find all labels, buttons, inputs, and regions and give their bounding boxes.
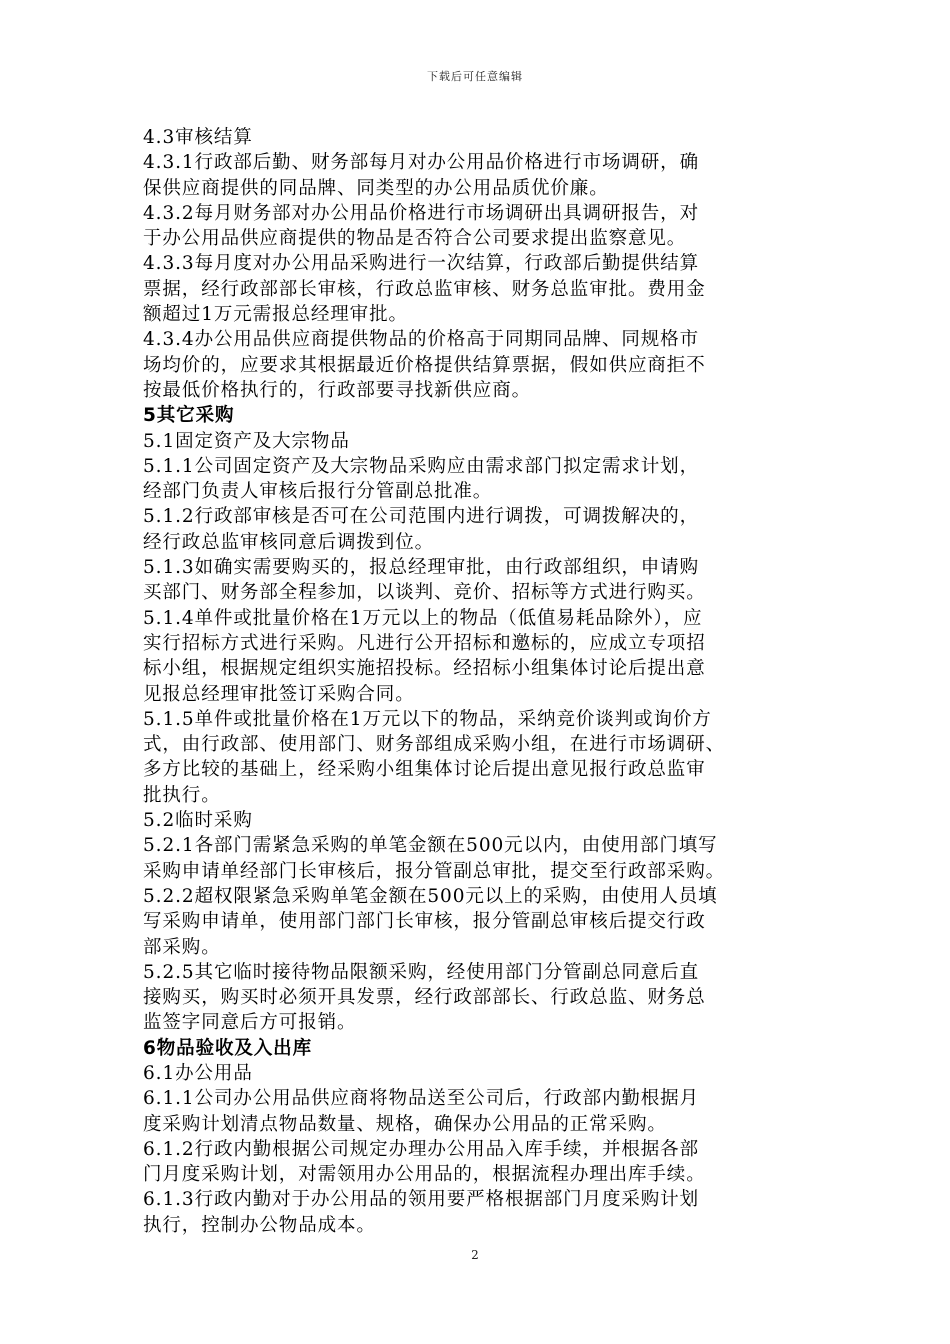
paragraph-line: 写采购申请单，使用部门部门长审核，报分管副总审核后提交行政 (143, 911, 706, 933)
document-body (143, 125, 813, 1238)
paragraph-line: 式，由行政部、使用部门、财务部组成采购小组，在进行市场调研、 (143, 734, 726, 756)
paragraph-line: 5.1.5单件或批量价格在1万元以下的物品，采纳竞价谈判或询价方 (143, 708, 712, 730)
paragraph-line: 5.2.2超权限紧急采购单笔金额在500元以上的采购，由使用人员填 (143, 885, 718, 907)
page-number: 2 (471, 1248, 479, 1262)
paragraph-line: 6.1.2行政内勤根据公司规定办理办公用品入库手续，并根据各部 (143, 1138, 699, 1160)
section-heading-5-2: 5.2临时采购 (143, 810, 253, 832)
chapter-heading-5: 5其它采购 (143, 405, 235, 427)
paragraph-line: 门月度采购计划，对需领用办公用品的，根据流程办理出库手续。 (143, 1164, 706, 1186)
paragraph-line: 4.3.3每月度对办公用品采购进行一次结算，行政部后勤提供结算 (143, 253, 699, 275)
paragraph-line: 监签字同意后方可报销。 (143, 1012, 357, 1034)
paragraph-line: 批执行。 (143, 784, 221, 806)
section-heading-6-1: 6.1办公用品 (143, 1062, 253, 1084)
paragraph-line: 5.1.4单件或批量价格在1万元以上的物品（低值易耗品除外），应 (143, 607, 703, 629)
paragraph-line: 5.1.2行政部审核是否可在公司范围内进行调拨，可调拨解决的， (143, 506, 699, 528)
paragraph-line: 经行政总监审核同意后调拨到位。 (143, 531, 435, 553)
paragraph-line: 于办公用品供应商提供的物品是否符合公司要求提出监察意见。 (143, 228, 687, 250)
section-heading-5-1: 5.1固定资产及大宗物品 (143, 430, 350, 452)
paragraph-line: 4.3.2每月财务部对办公用品价格进行市场调研出具调研报告，对 (143, 202, 699, 224)
chapter-heading-6: 6物品验收及入出库 (143, 1037, 312, 1059)
paragraph-line: 保供应商提供的同品牌、同类型的办公用品质优价廉。 (143, 177, 609, 199)
paragraph-line: 6.1.3行政内勤对于办公用品的领用要严格根据部门月度采购计划 (143, 1189, 699, 1211)
paragraph-line: 部采购。 (143, 936, 221, 958)
paragraph-line: 场均价的，应要求其根据最近价格提供结算票据，假如供应商拒不 (143, 354, 706, 376)
paragraph-line: 执行，控制办公物品成本。 (143, 1214, 376, 1236)
paragraph-line: 4.3.1行政部后勤、财务部每月对办公用品价格进行市场调研，确 (143, 152, 699, 174)
paragraph-line: 接购买，购买时必须开具发票，经行政部部长、行政总监、财务总 (143, 987, 706, 1009)
section-heading-4-3: 4.3审核结算 (143, 127, 253, 148)
paragraph-line: 6.1.1公司办公用品供应商将物品送至公司后，行政部内勤根据月 (143, 1088, 699, 1110)
paragraph-line: 标小组，根据规定组织实施招投标。经招标小组集体讨论后提出意 (143, 658, 706, 680)
paragraph-line: 买部门、财务部全程参加，以谈判、竞价、招标等方式进行购买。 (143, 582, 706, 604)
paragraph-line: 5.2.5其它临时接待物品限额采购，经使用部门分管副总同意后直 (143, 961, 699, 983)
paragraph-line: 5.2.1各部门需紧急采购的单笔金额在500元以内，由使用部门填写 (143, 835, 718, 857)
paragraph-line: 实行招标方式进行采购。凡进行公开招标和邀标的，应成立专项招 (143, 632, 706, 654)
paragraph-line: 4.3.4办公用品供应商提供物品的价格高于同期同品牌、同规格市 (143, 329, 699, 351)
paragraph-line: 多方比较的基础上，经采购小组集体讨论后提出意见报行政总监审 (143, 759, 706, 781)
page-header-note: 下载后可任意编辑 (427, 70, 523, 83)
paragraph-line: 见报总经理审批签订采购合同。 (143, 683, 415, 705)
paragraph-line: 票据，经行政部部长审核，行政总监审核、财务总监审批。费用金 (143, 278, 706, 300)
paragraph-line: 度采购计划清点物品数量、规格，确保办公用品的正常采购。 (143, 1113, 667, 1135)
paragraph-line: 经部门负责人审核后报行分管副总批准。 (143, 481, 493, 503)
paragraph-line: 5.1.1公司固定资产及大宗物品采购应由需求部门拟定需求计划， (143, 455, 699, 477)
paragraph-line: 按最低价格执行的，行政部要寻找新供应商。 (143, 379, 532, 401)
paragraph-line: 额超过1万元需报总经理审批。 (143, 304, 408, 326)
paragraph-line: 5.1.3如确实需要购买的，报总经理审批，由行政部组织，申请购 (143, 557, 699, 579)
paragraph-line: 采购申请单经部门长审核后，报分管副总审批，提交至行政部采购。 (143, 860, 726, 882)
